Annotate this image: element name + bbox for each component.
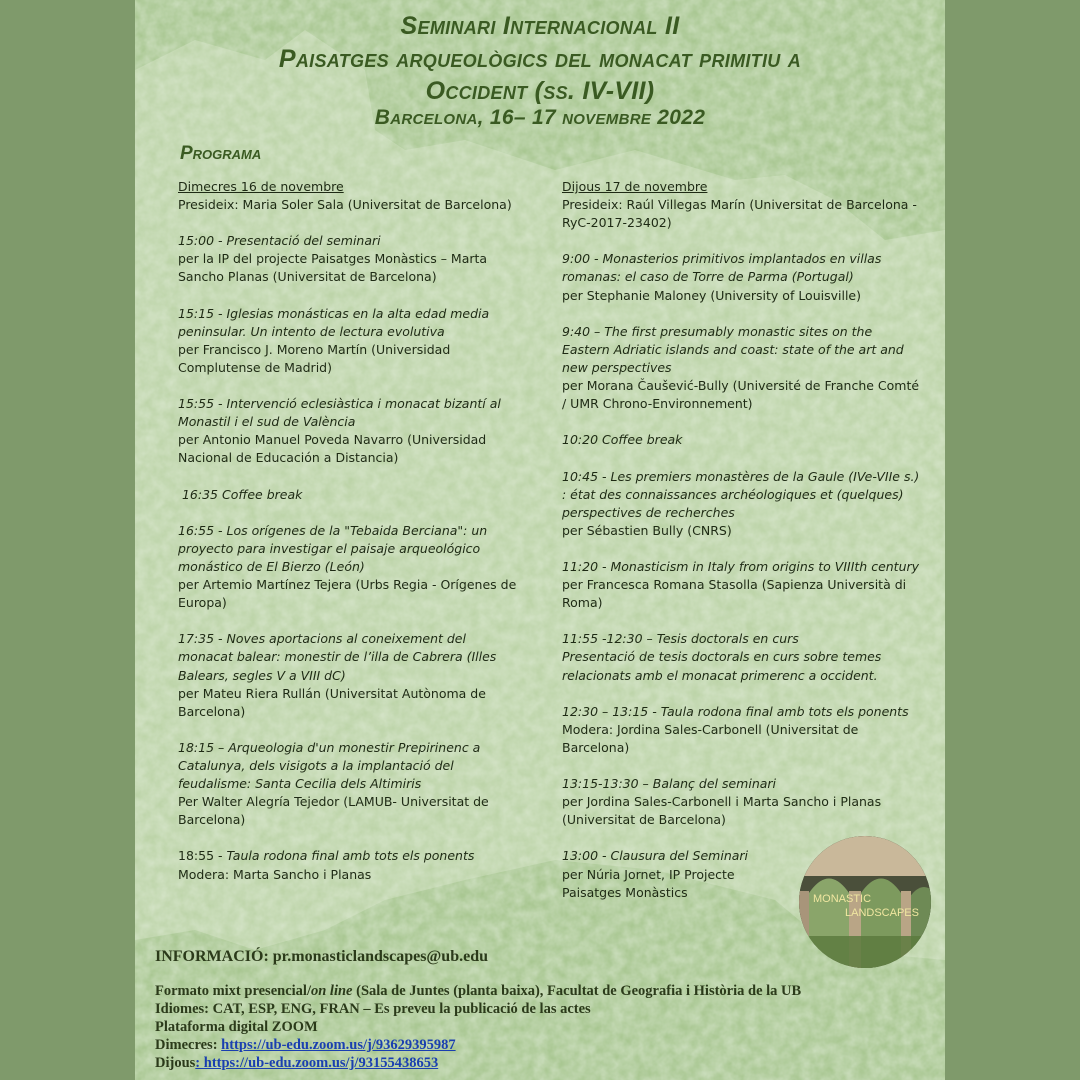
monastic-landscapes-logo bbox=[799, 836, 931, 968]
poster bbox=[135, 0, 945, 1080]
talk-title: 15:15 - Iglesias monásticas en la alta edad media peninsular. Un intento de lectura evolutiva bbox=[178, 305, 490, 339]
talk-speaker: Modera: Jordina Sales-Carbonell (Universitat de Barcelona) bbox=[562, 721, 859, 755]
talk-name: Taula rodona final amb tots els ponents bbox=[226, 848, 475, 864]
wednesday-zoom-line bbox=[155, 1037, 456, 1054]
format-prefix: Formato mixt presencial/ bbox=[155, 983, 311, 999]
wednesday-label: Dimecres: bbox=[155, 1037, 222, 1053]
day2-label: Dijous 17 de novembre bbox=[562, 179, 708, 194]
wednesday-zoom-link[interactable]: https://ub-edu.zoom.us/j/93629395987 bbox=[221, 1037, 456, 1053]
day2-entry bbox=[562, 703, 920, 757]
logo-text-landscapes: LANDSCAPES bbox=[845, 907, 919, 919]
day1-president: Presideix: Maria Soler Sala (Universitat de Barcelona) bbox=[178, 197, 512, 213]
day2-entry bbox=[562, 323, 920, 413]
talk-speaker: Modera: Marta Sancho i Planas bbox=[178, 866, 372, 882]
title-line-4: Barcelona, 16– 17 novembre 2022 bbox=[374, 106, 706, 129]
talk-title bbox=[178, 847, 523, 865]
format-line bbox=[155, 983, 801, 1000]
programa-heading: Programa bbox=[180, 143, 262, 164]
day1-entry bbox=[178, 739, 523, 829]
talk-title: 12:30 – 13:15 - Taula rodona final amb tots els ponents bbox=[562, 703, 909, 719]
title-line-1: Seminari Internacional II bbox=[400, 12, 680, 40]
day2-entry bbox=[562, 431, 920, 449]
thursday-label: Dijous bbox=[155, 1055, 196, 1071]
title-line-2: Paisatges arqueològics del monacat primitiu a bbox=[278, 45, 802, 73]
thursday-zoom-link[interactable]: : https://ub-edu.zoom.us/j/93155438653 bbox=[195, 1055, 439, 1071]
day2-column bbox=[562, 178, 920, 920]
day1-entry bbox=[178, 522, 523, 612]
talk-speaker: per Sébastien Bully (CNRS) bbox=[562, 522, 732, 538]
info-line bbox=[155, 948, 488, 966]
logo-text-monastic: MONASTIC bbox=[813, 893, 872, 905]
talk-speaker: per Stephanie Maloney (University of Louisville) bbox=[562, 287, 861, 303]
talk-title: 15:00 - Presentació del seminari bbox=[178, 233, 381, 249]
talk-description: Presentació de tesis doctorals en curs sobre temes relacionats amb el monacat primerenc a occident. bbox=[562, 649, 882, 683]
talk-title: 9:40 – The first presumably monastic sites on the Eastern Adriatic islands and coast: state of the art and new perspectives bbox=[562, 323, 904, 375]
talk-title: 11:20 - Monasticism in Italy from origins to VIIIth century bbox=[562, 558, 920, 574]
talk-title: 10:45 - Les premiers monastères de la Gaule (IVe-VIIe s.) : état des connaissances archéologiques et (quelques) perspectives de recherches bbox=[562, 468, 920, 520]
format-online: on line bbox=[310, 983, 353, 999]
talk-speaker: per Núria Jornet, IP Projecte Paisatges Monàstics bbox=[562, 866, 735, 900]
talk-speaker: per Mateu Riera Rullán (Universitat Autònoma de Barcelona) bbox=[178, 685, 486, 719]
day2-entry bbox=[562, 558, 920, 612]
talk-speaker: per Francesca Romana Stasolla (Sapienza Università di Roma) bbox=[562, 577, 907, 611]
talk-title: 15:55 - Intervenció eclesiàstica i monacat bizantí al Monastil i el sud de València bbox=[178, 396, 501, 430]
talk-title: 17:35 - Noves aportacions al coneixement del monacat balear: monestir de l’illa de Cabrera (Illes Balears, segles V a VIII dC) bbox=[178, 631, 497, 683]
day1-entry bbox=[178, 395, 523, 467]
day2-entry bbox=[562, 847, 752, 901]
day2-entry bbox=[562, 468, 920, 540]
talk-speaker: per Antonio Manuel Poveda Navarro (Universidad Nacional de Educación a Distancia) bbox=[178, 432, 487, 466]
format-suffix: (Sala de Juntes (planta baixa), Facultat de Geografia i Història de la UB bbox=[352, 983, 802, 999]
day2-entry bbox=[562, 775, 920, 829]
talk-title: 9:00 - Monasterios primitivos implantados en villas romanas: el caso de Torre de Parma (Portugal) bbox=[562, 251, 882, 285]
info-email[interactable]: pr.monasticlandscapes@ub.edu bbox=[272, 948, 488, 965]
talk-title: 13:00 - Clausura del Seminari bbox=[562, 848, 749, 864]
day1-entry bbox=[178, 305, 523, 377]
languages-line: Idiomes: CAT, ESP, ENG, FRAN – Es preveu la publicació de las actes bbox=[155, 1001, 591, 1017]
talk-title: 16:55 - Los orígenes de la "Tebaida Berciana": un proyecto para investigar el paisaje arqueológico monástico de El Bierzo (León) bbox=[178, 522, 488, 574]
talk-title: 10:20 Coffee break bbox=[562, 432, 683, 448]
day1-entry bbox=[178, 232, 523, 286]
talk-title: 11:55 -12:30 – Tesis doctorals en curs bbox=[562, 631, 799, 647]
talk-title: 18:15 – Arqueologia d'un monestir Prepirinenc a Catalunya, dels visigots a la implantació del feudalisme: Santa Cecilia dels Altimiris bbox=[178, 739, 481, 792]
day1-entry bbox=[178, 486, 523, 504]
talk-speaker: per Artemio Martínez Tejera (Urbs Regia - Orígenes de Europa) bbox=[178, 577, 517, 611]
thursday-zoom-line bbox=[155, 1055, 438, 1072]
platform-line: Plataforma digital ZOOM bbox=[155, 1019, 318, 1035]
talk-speaker: Per Walter Alegría Tejedor (LAMUB- Universitat de Barcelona) bbox=[178, 794, 489, 828]
cloister-arches-image bbox=[799, 836, 931, 968]
talk-time: 18:55 - bbox=[178, 848, 227, 864]
talk-speaker: per Morana Čaušević-Bully (Université de Franche Comté / UMR Chrono-Environnement) bbox=[562, 378, 920, 412]
day2-entry bbox=[562, 250, 920, 304]
title-line-3: Occident (ss. IV-VII) bbox=[425, 77, 655, 105]
day2-entry bbox=[562, 630, 920, 684]
day1-column bbox=[178, 178, 523, 902]
talk-speaker: per Jordina Sales-Carbonell i Marta Sancho i Planas (Universitat de Barcelona) bbox=[562, 794, 882, 828]
talk-speaker: per la IP del projecte Paisatges Monàstics – Marta Sancho Planas (Universitat de Barcelona) bbox=[178, 251, 488, 285]
talk-title: 13:15-13:30 – Balanç del seminari bbox=[562, 776, 777, 792]
info-label: INFORMACIÓ: bbox=[155, 948, 269, 965]
talk-speaker: per Francisco J. Moreno Martín (Universidad Complutense de Madrid) bbox=[178, 341, 451, 375]
talk-title: 16:35 Coffee break bbox=[178, 486, 303, 502]
day1-entry bbox=[178, 630, 523, 720]
day1-entry bbox=[178, 847, 523, 883]
day2-president: Presideix: Raúl Villegas Marín (Universitat de Barcelona - RyC-2017-23402) bbox=[562, 197, 917, 231]
day1-label: Dimecres 16 de novembre bbox=[178, 179, 344, 194]
